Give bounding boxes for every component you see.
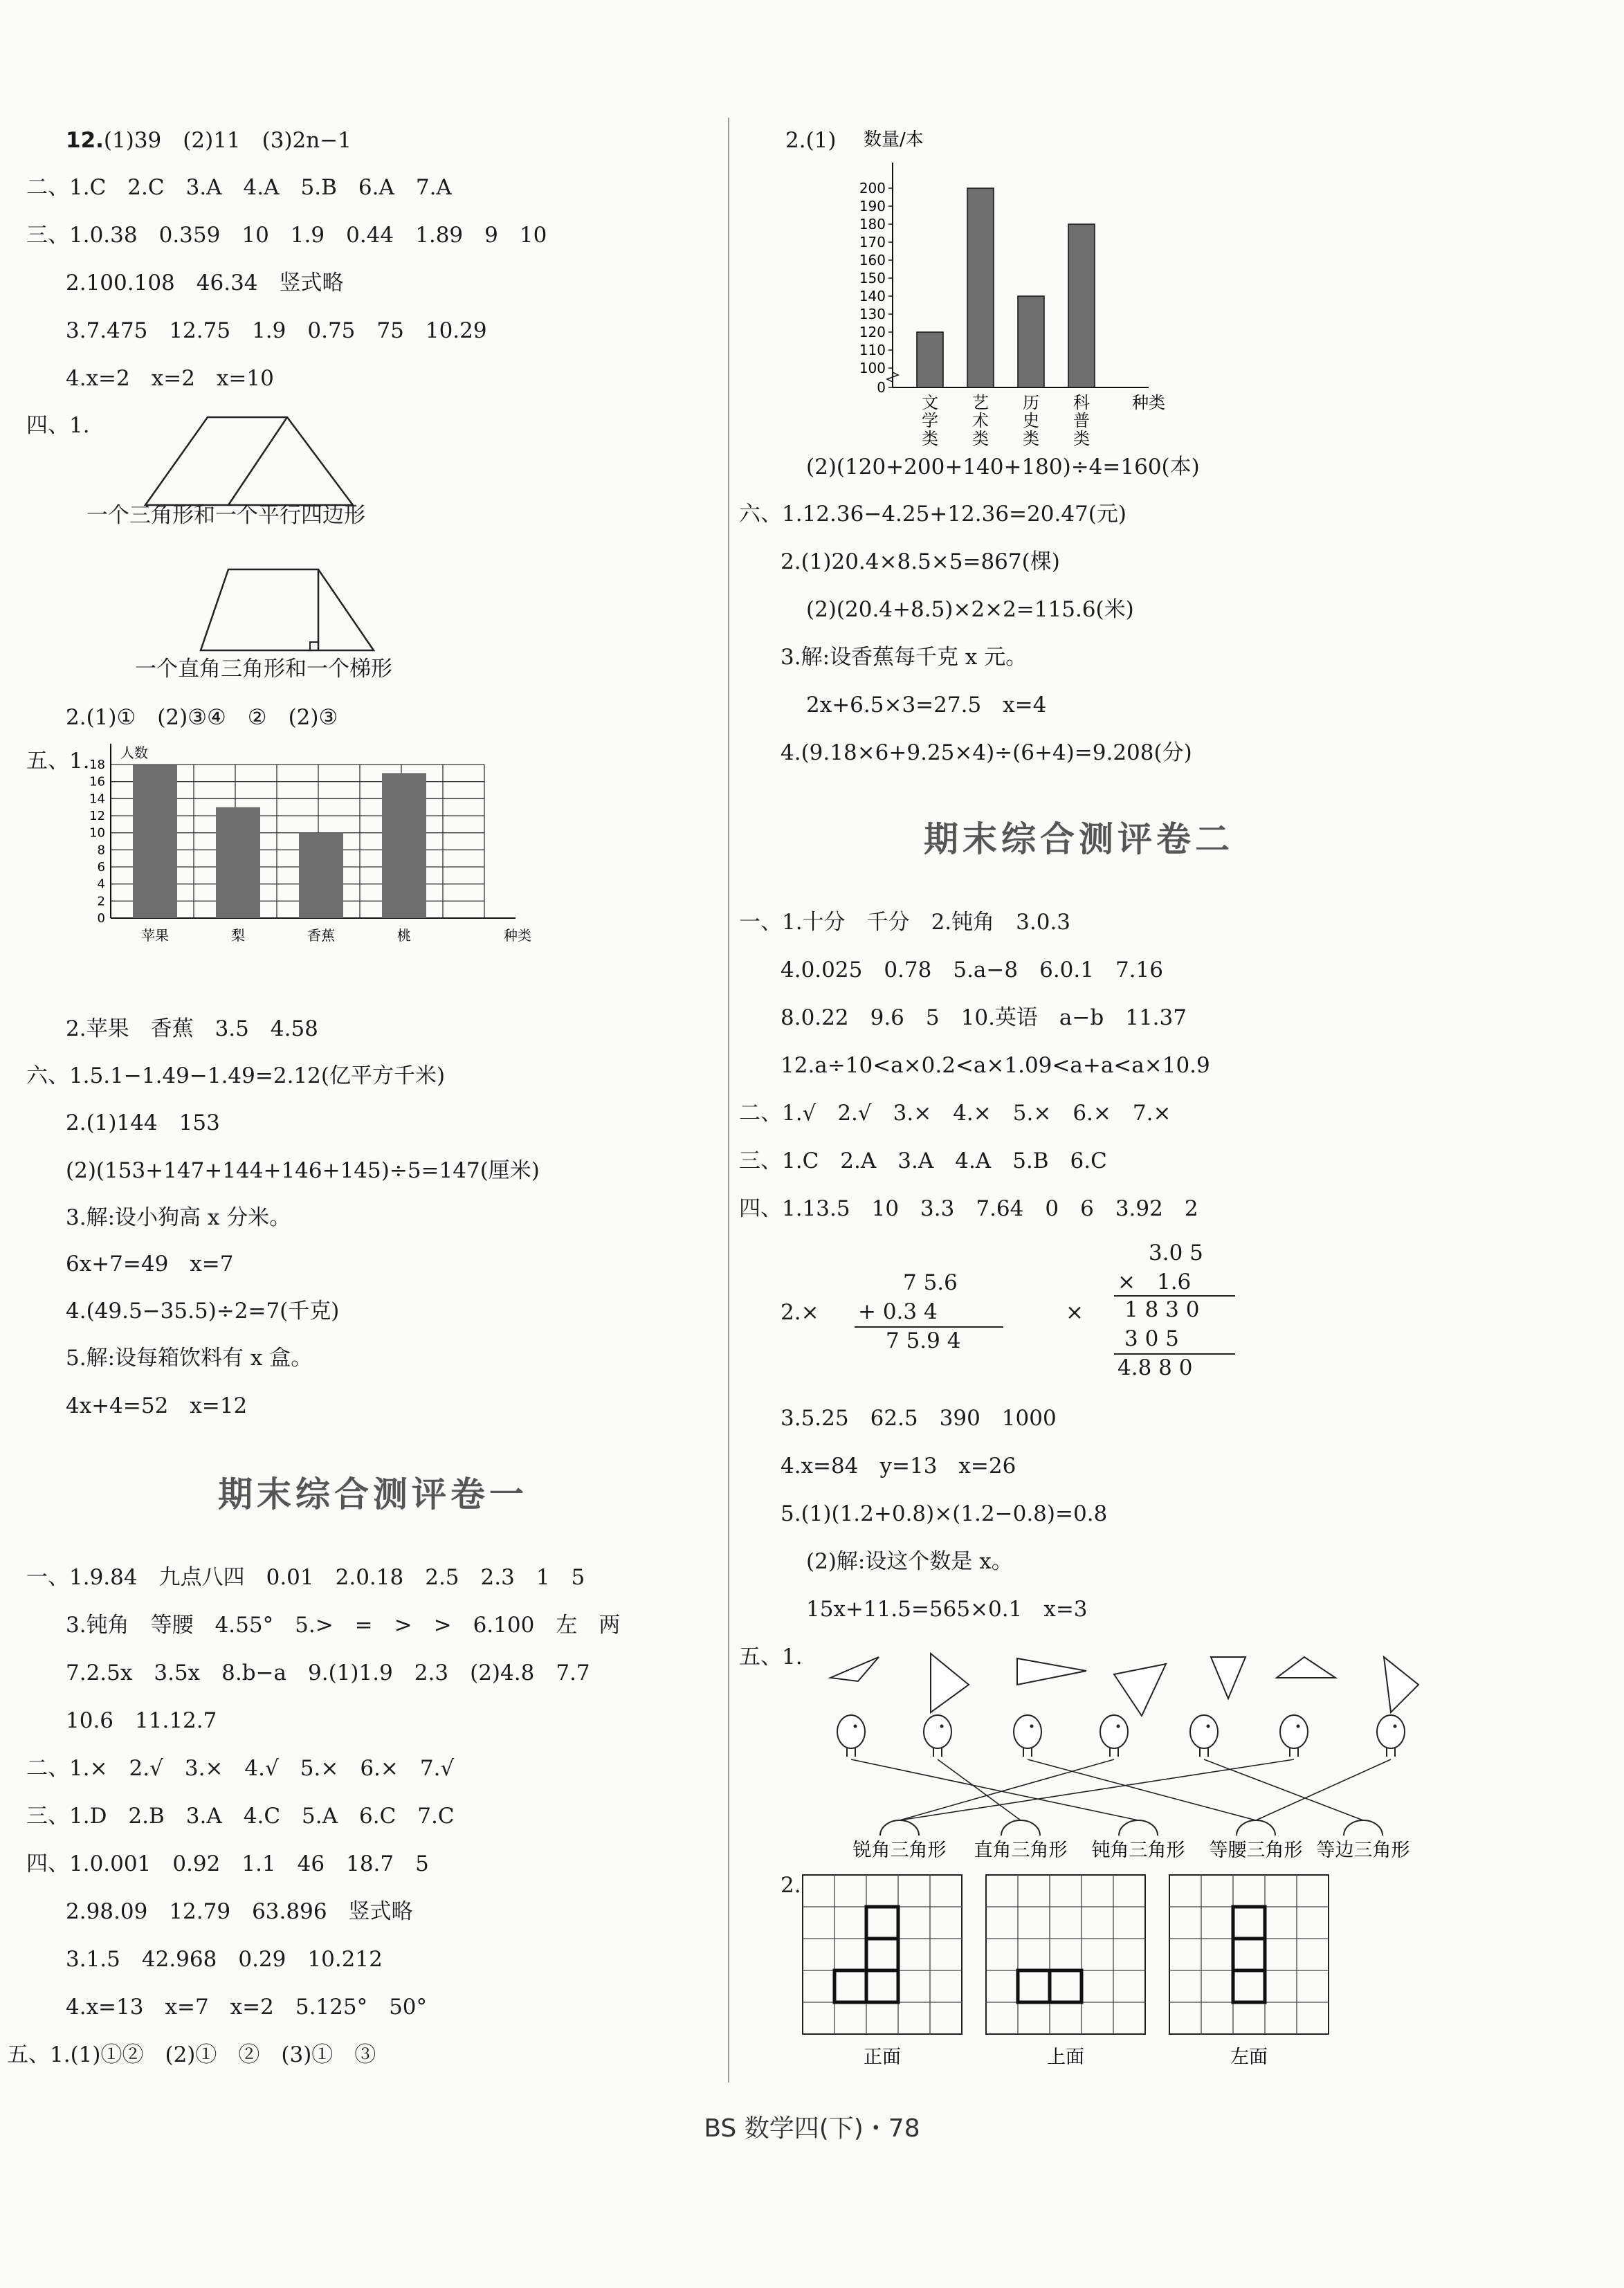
answer-s6-5b: 4x+4=52 x=12: [66, 1393, 248, 1418]
answer-s6-4: 4.(49.5−35.5)÷2=7(千克): [66, 1299, 340, 1324]
column-divider: [728, 118, 729, 2083]
y-tick-label: 14: [89, 791, 105, 807]
view-cell: [1233, 1970, 1265, 2002]
exam2-s1b: 4.0.025 0.78 5.a−8 6.0.1 7.16: [781, 958, 1164, 982]
addition-result: 7 5.9 4: [886, 1328, 961, 1353]
y-tick-label: 0: [877, 379, 886, 396]
answer-r6-3b: 2x+6.5×3=27.5 x=4: [806, 693, 1047, 717]
matching-line: [1204, 1759, 1363, 1820]
y-tick-label: 160: [859, 252, 886, 268]
answer-r6-2b: (2)(20.4+8.5)×2×2=115.6(米): [806, 597, 1134, 622]
answer-r6-3: 3.解:设香蕉每千克 x 元。: [781, 645, 1028, 670]
y-tick-label: 8: [97, 843, 105, 858]
y-tick-label: 200: [859, 180, 886, 196]
y-tick-label: 16: [89, 774, 105, 789]
answer-s6-3: 3.解:设小狗高 x 分米。: [66, 1205, 291, 1230]
right-angle-mark: [310, 642, 318, 650]
mult-partial-2: 3 0 5: [1124, 1326, 1179, 1351]
mult-partial-1: 1 8 3 0: [1124, 1297, 1200, 1322]
exam1-s5: 五、1.(1)①② (2)① ② (3)① ③: [7, 2042, 376, 2067]
view-cell: [1233, 1907, 1265, 1939]
bar-2: [216, 807, 260, 918]
target-arc: [1001, 1820, 1040, 1836]
chick-eye: [1030, 1725, 1034, 1728]
chick-body: [1100, 1715, 1128, 1748]
exam2-s1d: 12.a÷10<a×0.2<a×1.09<a+a<a×10.9: [781, 1053, 1210, 1078]
triangle-matching-figure: [789, 1643, 1481, 1865]
page-footer: BS 数学四(下)・78: [704, 2114, 920, 2143]
exam1-s1b: 3.钝角 等腰 4.55° 5.> = > > 6.100 左 两: [66, 1613, 621, 1638]
chick-body: [924, 1715, 951, 1748]
trapezoid-shape: [145, 417, 353, 505]
target-arc: [1344, 1820, 1383, 1836]
view-label: 左面: [1230, 2047, 1268, 2068]
answer-r2b: (2)(120+200+140+180)÷4=160(本): [806, 455, 1200, 479]
x-tick-label-char: 历: [1023, 393, 1039, 412]
x-axis-title: 种类: [504, 927, 531, 944]
section-title-exam-2: 期末综合测评卷二: [924, 819, 1234, 859]
addition-top: 7 5.6: [903, 1270, 958, 1295]
exam1-s1d: 10.6 11.12.7: [66, 1708, 217, 1733]
exam2-s4d: 4.x=84 y=13 x=26: [781, 1454, 1016, 1479]
view-cell: [834, 1970, 866, 2002]
view-grid-border: [1169, 1875, 1329, 2034]
chick-body: [1014, 1715, 1041, 1748]
view-cell: [866, 1939, 898, 1970]
answer-s5-2: 2.苹果 香蕉 3.5 4.58: [66, 1016, 318, 1041]
split-line: [228, 417, 287, 505]
x-tick-label: 梨: [231, 927, 245, 944]
view-label: 上面: [1047, 2047, 1084, 2068]
x-tick-label-char: 类: [922, 429, 938, 448]
chick-body: [1190, 1715, 1218, 1748]
trapezoid-shape: [201, 569, 374, 650]
view-cell: [1018, 1970, 1050, 2002]
bar-1: [917, 332, 943, 387]
bar-1: [133, 765, 177, 918]
y-tick-label: 2: [97, 894, 105, 909]
x-tick-label: 苹果: [141, 927, 169, 944]
exam1-s2: 二、1.× 2.√ 3.× 4.√ 5.× 6.× 7.√: [26, 1756, 455, 1781]
chick-eye: [940, 1725, 944, 1728]
y-tick-label: 0: [97, 911, 105, 926]
trapezoid-split-figure-2: [194, 564, 387, 657]
x-axis-title: 种类: [1132, 393, 1165, 412]
y-axis-title: 数量/本: [864, 129, 924, 150]
triangle-card: [1017, 1658, 1086, 1685]
answer-s6-3b: 6x+7=49 x=7: [66, 1252, 234, 1276]
y-tick-label: 6: [97, 860, 105, 875]
shape2-caption: 一个直角三角形和一个梯形: [135, 657, 392, 681]
x-tick-label-char: 文: [922, 393, 938, 412]
matching-line: [900, 1759, 1114, 1820]
exam2-s2: 二、1.√ 2.√ 3.× 4.× 5.× 6.× 7.×: [739, 1101, 1171, 1126]
triangle-type-label: 锐角三角形: [852, 1840, 947, 1861]
y-tick-label: 130: [859, 306, 886, 322]
triangle-card: [1384, 1657, 1418, 1712]
three-views-figure: [803, 1868, 1412, 2083]
answer-s3-4: 4.x=2 x=2 x=10: [66, 366, 274, 391]
exam2-s5b: 2.: [781, 1873, 801, 1898]
y-tick-label: 120: [859, 324, 886, 340]
y-tick-label: 170: [859, 234, 886, 250]
answer-s5-1: 五、1.: [26, 749, 90, 774]
exam2-s4: 四、1.13.5 10 3.3 7.64 0 6 3.92 2: [739, 1196, 1198, 1221]
chick-body: [1377, 1715, 1405, 1748]
exam1-s4b: 2.98.09 12.79 63.896 竖式略: [66, 1899, 413, 1924]
exam2-s3: 三、1.C 2.A 3.A 4.A 5.B 6.C: [739, 1148, 1107, 1173]
target-arc: [1237, 1820, 1275, 1836]
answer-s4-1: 四、1.: [26, 413, 90, 438]
answer-s6-2b: (2)(153+147+144+146+145)÷5=147(厘米): [66, 1158, 540, 1183]
x-tick-label-char: 类: [972, 429, 989, 448]
view-cell: [866, 1907, 898, 1939]
answer-r6-4: 4.(9.18×6+9.25×4)÷(6+4)=9.208(分): [781, 740, 1192, 765]
exam1-s1c: 7.2.5x 3.5x 8.b−a 9.(1)1.9 2.3 (2)4.8 7.7: [66, 1660, 590, 1685]
triangle-card: [830, 1657, 879, 1681]
answer-r2: 2.(1): [785, 128, 837, 153]
x-tick-label-char: 史: [1023, 411, 1039, 430]
chick-eye: [1297, 1725, 1300, 1728]
x-tick-label-char: 术: [972, 411, 989, 430]
triangle-type-label: 钝角三角形: [1091, 1840, 1185, 1861]
view-cell: [1050, 1970, 1082, 2002]
exam2-s4e: 5.(1)(1.2+0.8)×(1.2−0.8)=0.8: [781, 1501, 1108, 1526]
answer-s2: 二、1.C 2.C 3.A 4.A 5.B 6.A 7.A: [26, 175, 452, 200]
answer-s3-2: 2.100.108 46.34 竖式略: [66, 271, 344, 295]
triangle-type-label: 等腰三角形: [1209, 1840, 1303, 1861]
target-arc: [880, 1820, 919, 1836]
answer-r6-2: 2.(1)20.4×8.5×5=867(棵): [781, 549, 1060, 574]
chick-body: [837, 1715, 865, 1748]
bar-3: [1018, 296, 1044, 387]
y-tick-label: 12: [89, 809, 105, 823]
fruit-bar-chart: [69, 737, 531, 944]
y-tick-label: 10: [89, 825, 105, 841]
answer-s6-1: 六、1.5.1−1.49−1.49=2.12(亿平方千米): [26, 1063, 446, 1088]
mult-top: 3.0 5: [1149, 1241, 1203, 1265]
section-title-exam-1: 期末综合测评卷一: [218, 1474, 528, 1514]
x-tick-label-char: 艺: [972, 393, 989, 412]
trapezoid-split-figure-1: [138, 412, 367, 515]
exam1-s3: 三、1.D 2.B 3.A 4.C 5.A 6.C 7.C: [26, 1804, 455, 1829]
matching-line: [1256, 1759, 1391, 1820]
exam1-s1: 一、1.9.84 九点八四 0.01 2.0.18 2.5 2.3 1 5: [26, 1565, 585, 1590]
exam1-s4d: 4.x=13 x=7 x=2 5.125° 50°: [66, 1995, 428, 2020]
triangle-card: [1211, 1657, 1246, 1699]
answer-s4-2: 2.(1)① (2)③④ ② (2)③: [66, 705, 338, 730]
bar-4: [1068, 224, 1095, 387]
exam2-s1c: 8.0.22 9.6 5 10.英语 a−b 11.37: [781, 1005, 1187, 1030]
y-tick-label: 18: [89, 758, 105, 772]
exam2-s4f: (2)解:设这个数是 x。: [806, 1549, 1013, 1574]
y-tick-label: 140: [859, 288, 886, 304]
view-grid-border: [986, 1875, 1145, 2034]
triangle-card: [931, 1654, 969, 1712]
target-arc: [1119, 1820, 1158, 1836]
view-grid-border: [803, 1875, 962, 2034]
chick-body: [1280, 1715, 1308, 1748]
exam1-s4c: 3.1.5 42.968 0.29 10.212: [66, 1947, 383, 1972]
answer-s3-3: 3.7.475 12.75 1.9 0.75 75 10.29: [66, 318, 487, 343]
answer-s6-2: 2.(1)144 153: [66, 1110, 220, 1135]
x-tick-label-char: 普: [1073, 411, 1090, 430]
exam2-s1: 一、1.十分 千分 2.钝角 3.0.3: [739, 910, 1071, 935]
chick-eye: [854, 1725, 857, 1728]
y-tick-label: 150: [859, 270, 886, 286]
chick-eye: [1394, 1725, 1397, 1728]
exam2-s4c: 3.5.25 62.5 390 1000: [781, 1406, 1057, 1431]
x-tick-label-char: 学: [922, 411, 938, 430]
exam2-s4g: 15x+11.5=565×0.1 x=3: [806, 1597, 1088, 1622]
shape1-caption: 一个三角形和一个平行四边形: [86, 503, 365, 528]
y-tick-label: 4: [97, 877, 105, 892]
bar-2: [967, 188, 994, 387]
triangle-type-label: 直角三角形: [974, 1840, 1068, 1861]
exam2-s5: 五、1.: [739, 1645, 803, 1669]
x-tick-label-char: 类: [1073, 429, 1090, 448]
view-cell: [1233, 1939, 1265, 1970]
triangle-type-label: 等边三角形: [1316, 1840, 1410, 1861]
view-label: 正面: [864, 2047, 901, 2068]
answer-r6-1: 六、1.12.36−4.25+12.36=20.47(元): [739, 502, 1126, 527]
answer-s3-1: 三、1.0.38 0.359 10 1.9 0.44 1.89 9 10: [26, 223, 547, 248]
book-bar-chart: [823, 125, 1197, 450]
matching-line: [1028, 1759, 1256, 1820]
mult-factor: × 1.6: [1117, 1270, 1192, 1294]
mult-result: 4.8 8 0: [1117, 1355, 1193, 1380]
exam2-s4b: 2.×: [781, 1300, 819, 1325]
view-cell: [866, 1970, 898, 2002]
y-axis-title: 人数: [120, 744, 148, 761]
chick-eye: [1207, 1725, 1210, 1728]
exam1-s4: 四、1.0.001 0.92 1.1 46 18.7 5: [26, 1851, 429, 1876]
chick-eye: [1117, 1725, 1120, 1728]
answer-s6-5: 5.解:设每箱饮料有 x 盒。: [66, 1346, 313, 1371]
exam2-s4-cross: ×: [1066, 1300, 1084, 1325]
y-tick-label: 100: [859, 360, 886, 376]
bar-4: [382, 773, 426, 918]
x-tick-label: 香蕉: [307, 927, 335, 944]
y-tick-label: 180: [859, 216, 886, 232]
triangle-card: [1277, 1657, 1335, 1678]
x-tick-label-char: 科: [1073, 393, 1090, 412]
y-tick-label: 190: [859, 198, 886, 214]
x-tick-label-char: 类: [1023, 429, 1039, 448]
answer-l12: 12.(1)39 (2)11 (3)2n−1: [66, 128, 352, 153]
y-tick-label: 110: [859, 342, 886, 358]
addition-addend: + 0.3 4: [858, 1299, 938, 1324]
bar-3: [299, 833, 343, 918]
triangle-card: [1114, 1664, 1166, 1716]
x-tick-label: 桃: [397, 927, 411, 944]
